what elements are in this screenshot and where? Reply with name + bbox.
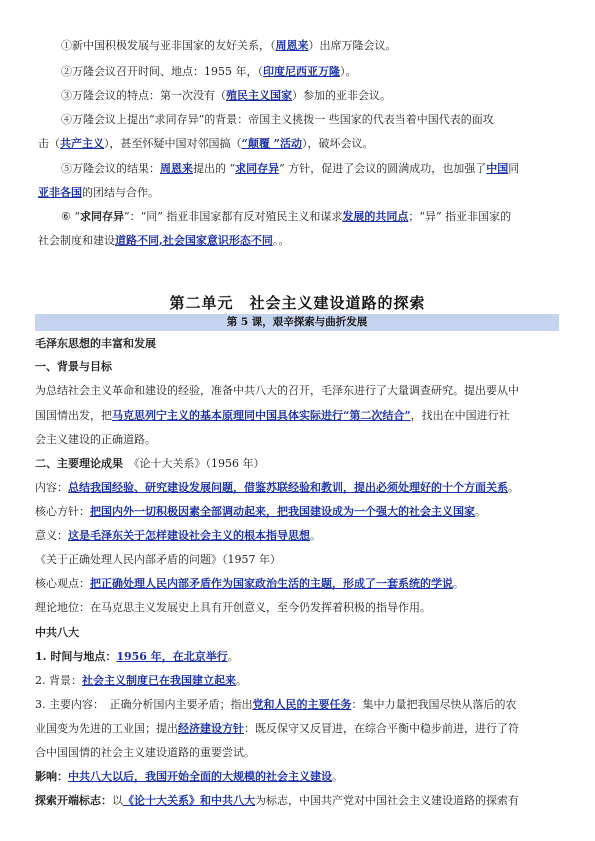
intro-line-4: ④万隆会议上提出“求同存异”的背景：帝国主义挑拨一 些国家的代表当着中国代表的面攻 <box>61 113 494 126</box>
intro-line-7 <box>38 186 159 200</box>
intro-line-5 <box>38 137 373 151</box>
answer: 印度尼西亚万隆 <box>263 65 340 78</box>
heading-achievements <box>35 457 265 471</box>
text: ；“异” 指亚非国家的 <box>408 210 512 223</box>
text: 。 <box>332 770 343 783</box>
theory-status-line: 理论地位：在马克思主义发展史上具有开创意义，至今仍发挥着积极的指导作用。 <box>35 601 431 614</box>
congress-time-place <box>35 650 239 664</box>
intro-line-3 <box>61 89 391 103</box>
label: 内容： <box>35 481 68 494</box>
text: 为标志，中国共产党对中国社会主义建设道路的探索有 <box>255 794 519 807</box>
text: 同 <box>508 162 520 175</box>
text: ：集中力量把我国尽快从落后的农 <box>351 698 517 711</box>
label: 核心方针： <box>35 505 90 518</box>
heading-background: 一、背景与目标 <box>35 360 112 373</box>
answer: 周恩来 <box>275 39 309 52</box>
text: ” 方针，促进了会议的圆满成功，也加强了 <box>279 162 487 175</box>
answer: 经济建设方针 <box>178 722 244 735</box>
intro-line-9 <box>38 234 289 248</box>
text: 提出的 “ <box>193 162 236 175</box>
text: 社会制度和建设 <box>38 234 115 247</box>
text: ）参加的亚非会议。 <box>292 89 391 102</box>
answer: 把国内外一切积极因素全部调动起来，把我国建设成为一个强大的社会主义国家 <box>90 505 475 518</box>
text: ）出席万隆会议。 <box>308 39 397 52</box>
text: ）。 <box>340 65 357 78</box>
answer: 发展的共同点 <box>342 210 409 223</box>
answer: 社会主义制度已在我国建立起来 <box>82 674 236 687</box>
heading-text: 二、主要理论成果 <box>35 457 123 470</box>
intro-line-2 <box>61 65 357 79</box>
text: 。。 <box>272 234 290 247</box>
label: 1. 时间与地点： <box>35 650 117 663</box>
answer: 马克思列宁主义的基本原理同中国具体实际进行“第二次结合” <box>112 409 411 422</box>
text: 3. 主要内容： 正确分析国内主要矛盾；指出 <box>35 698 253 711</box>
text: ①新中国积极发展与亚非国家的友好关系，（ <box>61 39 276 52</box>
intro-line-8 <box>61 210 511 224</box>
lesson-title-bar: 第 5 课，艰辛探索与曲折发展 <box>35 314 559 331</box>
label: 意义： <box>35 529 68 542</box>
text: 业国变为先进的工业国；提出 <box>35 722 178 735</box>
answer: 殖民主义国家 <box>226 89 292 102</box>
answer: 道路不同,社会国家意识形态不同 <box>115 234 273 247</box>
answer: 总结我国经验、研究建设发展问题，借鉴苏联经验和教训，提出必须处理好的十个方面关系 <box>68 481 508 494</box>
background-line-2 <box>35 409 510 423</box>
answer: 和中共八大 <box>200 794 255 807</box>
heading-eighth-congress: 中共八大 <box>35 626 79 639</box>
congress-content-1 <box>35 698 517 712</box>
background-line-1: 为总结社会主义革命和建设的经验，准备中共八大的召开，毛泽东进行了大量调查研究。提出要从中 <box>35 384 519 397</box>
background-line-3: 会主义建设的正确道路。 <box>35 433 156 446</box>
text: 《论十大关系》（1956 年） <box>134 457 265 470</box>
text: 。 <box>475 505 486 518</box>
keyword: 求同存异 <box>79 210 124 223</box>
intro-line-6 <box>61 162 519 176</box>
congress-impact <box>35 770 343 784</box>
label: 探索开端标志： <box>35 794 112 807</box>
text: ），破坏会议。 <box>301 137 374 150</box>
text: 国国情出发，把 <box>35 409 112 422</box>
text: ”：“同” 指亚非国家都有反对殖民主义和谋求 <box>123 210 343 223</box>
text: 的团结与合作。 <box>82 186 159 199</box>
core-viewpoint-line <box>35 577 464 591</box>
text: ⑤万隆会议的结果： <box>61 162 160 175</box>
unit-title: 第二单元 社会主义建设道路的探索 <box>169 294 426 312</box>
text: 。 <box>236 674 247 687</box>
congress-background <box>35 674 247 688</box>
answer: 求同存异 <box>235 162 280 175</box>
answer: 党和人民的主要任务 <box>252 698 352 711</box>
label: 核心观点： <box>35 577 90 590</box>
text: ③万隆会议的特点：第一次没有（ <box>61 89 226 102</box>
congress-content-3: 合中国国情的社会主义建设道路的重要尝试。 <box>35 746 255 759</box>
text: ②万隆会议召开时间、地点：1955 年，（ <box>61 65 263 78</box>
answer: 这是毛泽东关于怎样建设社会主义的根本指导思想 <box>68 529 310 542</box>
answer: 中共八大以后，我国开始全面的大规模的社会主义建设 <box>68 770 332 783</box>
exploration-start-line <box>35 794 519 808</box>
text: 。 <box>453 577 464 590</box>
content-line <box>35 481 519 495</box>
answer: 《论十大关系》 <box>123 794 200 807</box>
answer: 中国 <box>486 162 509 175</box>
text: ，找出在中国进行社 <box>410 409 510 422</box>
intro-line-1 <box>61 39 397 53</box>
text: 。 <box>508 481 519 494</box>
text: 。 <box>310 529 321 542</box>
answer: 1956 年，在北京举行 <box>116 650 228 663</box>
work-title-line: 《关于正确处理人民内部矛盾的问题》（1957 年） <box>35 553 281 566</box>
text: ⑥ “ <box>61 210 80 223</box>
text: ），甚至怀疑中国对邻国搞（ <box>104 137 242 150</box>
text: 以 <box>112 794 123 807</box>
core-policy-line <box>35 505 486 519</box>
label: 2. 背景： <box>35 674 82 687</box>
congress-content-2 <box>35 722 519 736</box>
label: 影响： <box>35 770 68 783</box>
text: 。 <box>227 650 239 663</box>
section-heading: 毛泽东思想的丰富和发展 <box>35 337 156 350</box>
answer: “颠覆 ”活动 <box>241 137 302 150</box>
text: 击（ <box>38 137 60 150</box>
answer: 共产主义 <box>60 137 104 150</box>
text: ：既反保守又反冒进，在综合平衡中稳步前进，进行了符 <box>244 722 519 735</box>
answer: 亚非各国 <box>38 186 82 199</box>
significance-line <box>35 529 321 543</box>
answer: 周恩来 <box>160 162 193 175</box>
answer: 把正确处理人民内部矛盾作为国家政治生活的主题，形成了一套系统的学说 <box>90 577 453 590</box>
